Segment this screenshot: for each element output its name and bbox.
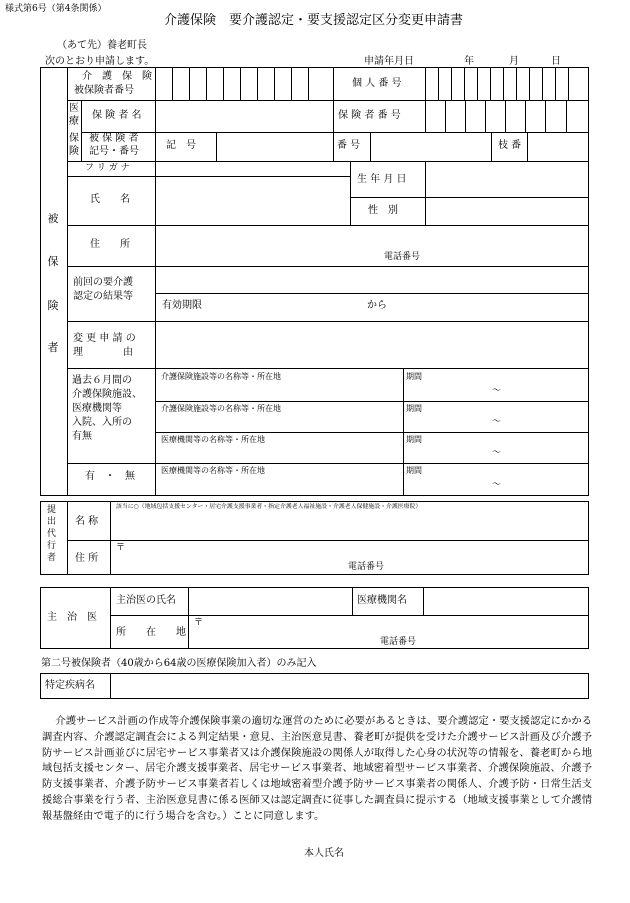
facility-row-2-tilde: ～ [492, 417, 502, 427]
facility-label-4: 入院、入所の [72, 417, 132, 428]
agent-phone-label: 電話番号 [348, 562, 385, 572]
number-label: 番 号 [337, 140, 361, 151]
insured-no-label-2: 被保険者番号 [74, 85, 134, 96]
facility-row-1-tilde: ～ [492, 386, 502, 396]
insured-no-label-1: 介 護 保 険 [82, 71, 152, 82]
facility-row-2-label: 介護保険施設等の名称等・所在地 [161, 404, 281, 413]
agent-side-3: 行 [47, 541, 57, 551]
furigana-label: フ リ ガ ナ [85, 163, 130, 173]
insured-phone-label: 電話番号 [384, 252, 421, 262]
address-label: 住 所 [90, 239, 130, 250]
doctor-postal: 〒 [194, 618, 204, 628]
medical-side-3: 険 [69, 146, 79, 157]
change-reason-label-1: 変 更 申 請 の [73, 333, 136, 344]
insurer-no-label: 保 険 者 番 号 [338, 110, 401, 121]
sex-label: 性 別 [368, 205, 398, 216]
medical-side-2: 保 [69, 133, 79, 144]
doctor-location-label: 所 在 地 [116, 627, 186, 638]
insured-side-2: 険 [47, 299, 59, 312]
birth-label: 生 年 月 日 [357, 174, 407, 185]
agent-side-2: 代 [47, 529, 57, 539]
from-label: から [367, 300, 387, 311]
facility-row-4-label: 医療機関等の名称等・所在地 [161, 466, 265, 475]
facility-row-4-period: 期間 [406, 466, 422, 475]
facility-row-3-period: 期間 [406, 435, 422, 444]
symbol-no-label-2: 記号・番号 [89, 146, 139, 157]
insured-side-0: 被 [47, 212, 59, 225]
yesno-label: 有 ・ 無 [85, 471, 135, 482]
validity-label: 有効期限 [162, 300, 202, 311]
symbol-label: 記 号 [166, 140, 196, 151]
date-label: 申請年月日 [364, 56, 414, 67]
facility-row-4-tilde: ～ [492, 480, 502, 490]
agent-address-label: 住 所 [75, 553, 99, 564]
individual-no-label: 個 人 番 号 [352, 78, 402, 89]
prev-result-label-2: 認定の結果等 [73, 291, 133, 302]
addressee: （あて先）養老町長 [57, 40, 147, 51]
facility-label-2: 介護保険施設、 [72, 389, 142, 400]
facility-row-1-period: 期間 [406, 372, 422, 381]
disease-table [40, 673, 589, 699]
form-title: 介護保険 要介護認定・要支援認定区分変更申請書 [164, 13, 464, 28]
prev-result-label-1: 前回の要介護 [73, 277, 133, 288]
agent-side-0: 提 [47, 505, 57, 515]
agent-name-label: 名 称 [75, 516, 99, 527]
second-insured-note: 第二号被保険者（40歳から64歳の医療保険加入者）のみ記入 [41, 658, 317, 669]
intro-text: 次のとおり申請します。 [45, 56, 155, 67]
agent-side-1: 出 [47, 517, 57, 527]
facility-label-1: 過去６月間の [72, 375, 132, 386]
branch-label: 枝 番 [498, 140, 522, 151]
doctor-name-label: 主治医の氏名 [116, 595, 176, 606]
facility-row-1-label: 介護保険施設等の名称等・所在地 [161, 372, 281, 381]
agent-table [40, 501, 589, 575]
facility-row-3-tilde: ～ [492, 448, 502, 458]
medical-side-1: 療 [69, 116, 79, 127]
day-label: 日 [551, 56, 561, 67]
agent-postal: 〒 [116, 543, 126, 553]
facility-label-3: 医療機関等 [72, 403, 122, 414]
disease-label: 特定疾病名 [45, 680, 95, 691]
agent-side-4: 者 [47, 553, 57, 563]
doctor-institution-label: 医療機関名 [357, 595, 407, 606]
agent-note: 該当に○（地域包括支援センター・居宅介護支援事業者・指定介護老人福祉施設・介護老人保健施設・介護医療院） [116, 504, 422, 510]
facility-row-2-period: 期間 [406, 404, 422, 413]
insured-side-3: 者 [47, 341, 59, 354]
facility-row-3-label: 医療機関等の名称等・所在地 [161, 435, 265, 444]
medical-side-0: 医 [69, 103, 79, 114]
insurer-name-label: 保 険 者 名 [92, 110, 142, 121]
year-label: 年 [464, 56, 474, 67]
facility-label-5: 有無 [72, 431, 92, 442]
form-number: 様式第6号（第4条関係） [5, 4, 107, 14]
doctor-phone-label: 電話番号 [380, 637, 417, 647]
name-label: 氏 名 [90, 194, 130, 205]
signature-label: 本人氏名 [304, 848, 344, 859]
change-reason-label-2: 理 由 [73, 347, 133, 358]
symbol-no-label-1: 被 保 険 者 [89, 133, 139, 144]
month-label: 月 [509, 56, 519, 67]
insured-side-1: 保 [47, 255, 59, 268]
doctor-side-label: 主 治 医 [47, 612, 97, 623]
consent-text: 介護サービス計画の作成等介護保険事業の適切な運営のために必要があるときは、要介護認定・要支援認定にかかる調査内容、介護認定調査会による判定結果・意見、主治医意見書、養老町が提供を受けた介護サービス計画及び介護予防サービス計画並びに居宅サービス事業者又は介護保険施設の関係人が取得した心身の状況等の情報を、養老町から地域包括支援センター、居宅介護支援事業者、居宅サービス事業者、地域密着型サービス事業者、介護保険施設、介護予防支援事業者、介護予防サービス事業者若しくは地域密着型介護予防サービス事業者の関係人、介護予防・日常生活支援総合事業を行う者、主治医意見書に係る医師又は認定調査に従事した調査員に提示する（地域支援事業として介護情報基盤経由で電子的に行う場合を含む。）ことに同意します。 [42, 715, 592, 822]
